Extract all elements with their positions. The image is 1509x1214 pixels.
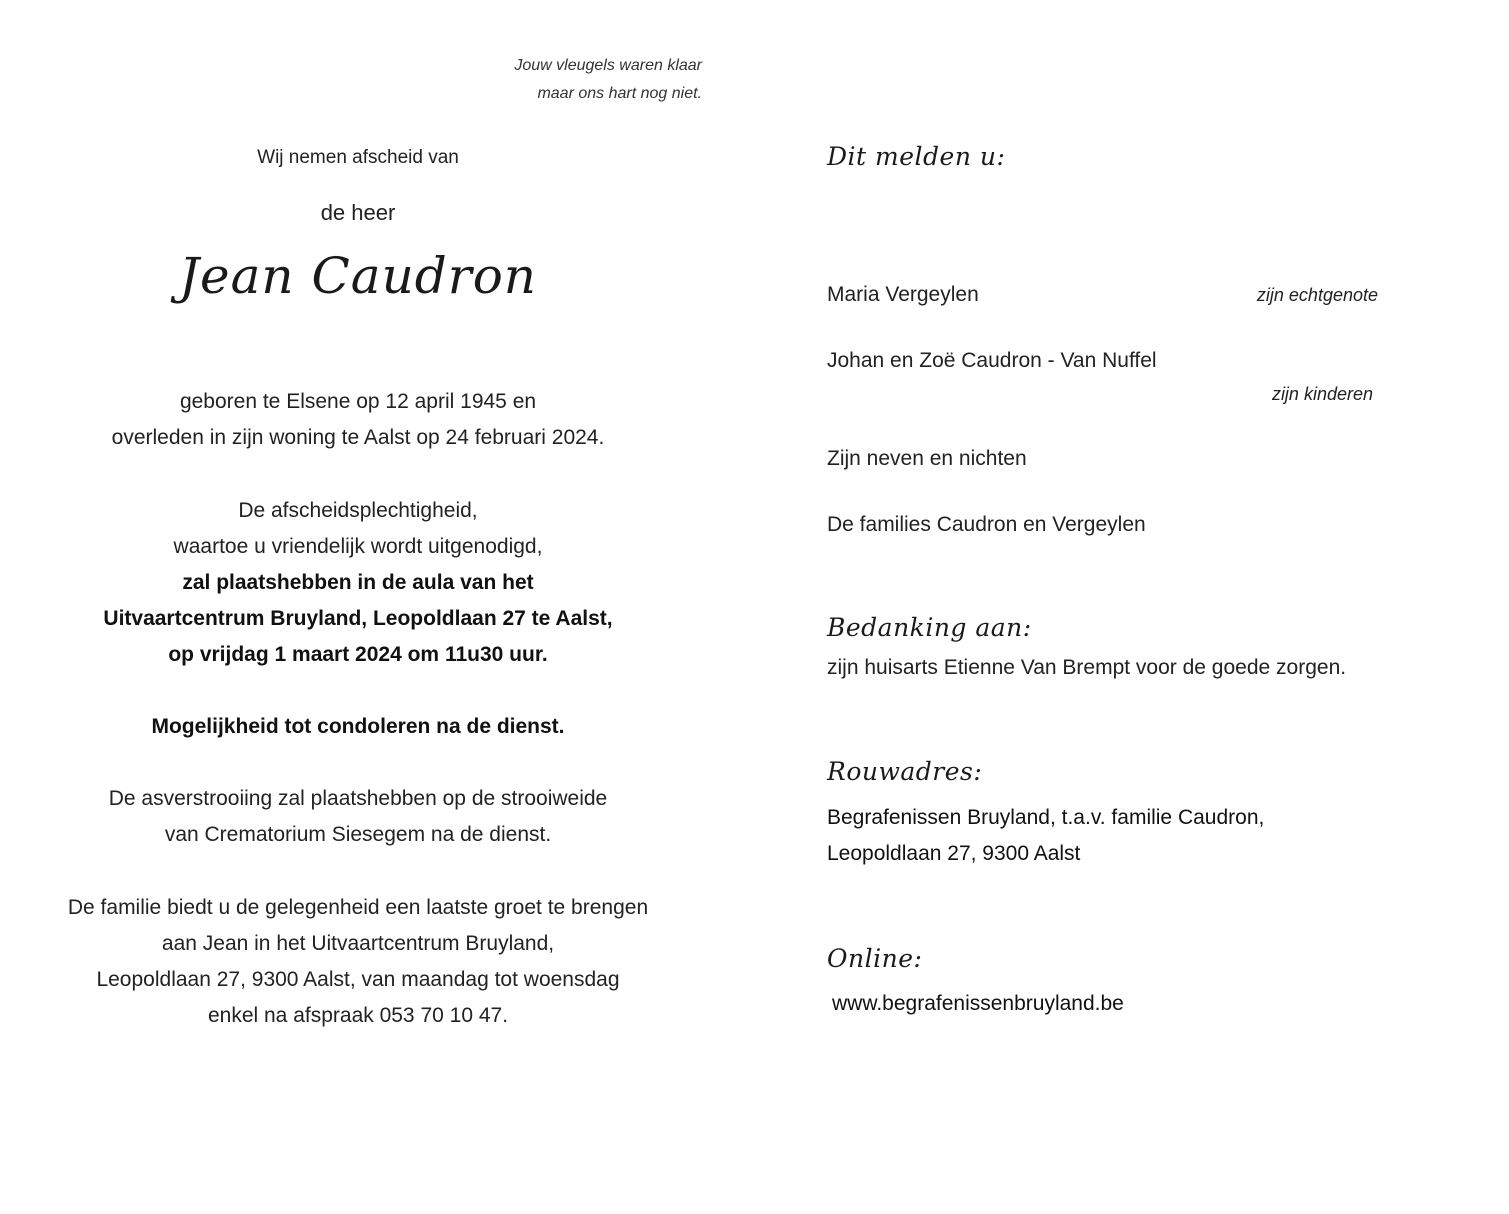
- visit-line-2: aan Jean in het Uitvaartcentrum Bruyland,: [161, 932, 555, 955]
- poem: [514, 52, 702, 108]
- family-member-name: De families Caudron en Vergeylen: [827, 513, 1146, 536]
- ash-line-1: De asverstrooiing zal plaatshebben op de strooiweide: [108, 787, 608, 810]
- poem-line-2: maar ons hart nog niet.: [537, 85, 702, 102]
- visitation-block: [68, 890, 648, 1034]
- ceremony-line-1: De afscheidsplechtigheid,: [238, 499, 478, 522]
- address-heading: Rouwadres:: [827, 757, 983, 786]
- address-line-1: Begrafenissen Bruyland, t.a.v. familie Caudron,: [827, 806, 1265, 829]
- thanks-heading: Bedanking aan:: [827, 613, 1032, 642]
- online-heading: Online:: [827, 944, 923, 973]
- ash-scattering-block: [109, 781, 607, 853]
- deceased-name: Jean Caudron: [178, 247, 538, 305]
- announce-heading: Dit melden u:: [827, 142, 1006, 171]
- thanks-text: zijn huisarts Etienne Van Brempt voor de goede zorgen.: [827, 656, 1347, 679]
- intro-text: Wij nemen afscheid van: [257, 147, 459, 168]
- family-member-name: Johan en Zoë Caudron - Van Nuffel: [827, 349, 1157, 372]
- ash-line-2: van Crematorium Siesegem na de dienst.: [164, 823, 552, 846]
- address-line-2: Leopoldlaan 27, 9300 Aalst: [827, 842, 1081, 865]
- family-member-relation: zijn kinderen: [1271, 384, 1373, 404]
- death-line: overleden in zijn woning te Aalst op 24 februari 2024.: [111, 426, 605, 449]
- website-link[interactable]: www.begrafenissenbruyland.be: [832, 992, 1124, 1015]
- poem-line-1: Jouw vleugels waren klaar: [514, 57, 702, 74]
- birth-line: geboren te Elsene op 12 april 1945 en: [179, 390, 537, 413]
- family-member-relation: zijn echtgenote: [1256, 285, 1378, 305]
- ceremony-line-2: waartoe u vriendelijk wordt uitgenodigd,: [173, 535, 543, 558]
- ceremony-line-3: zal plaatshebben in de aula van het: [182, 571, 534, 594]
- condolence-note: Mogelijkheid tot condoleren na de dienst.: [151, 715, 565, 738]
- ceremony-line-4: Uitvaartcentrum Bruyland, Leopoldlaan 27 te Aalst,: [103, 607, 613, 630]
- ceremony-line-5: op vrijdag 1 maart 2024 om 11u30 uur.: [168, 643, 548, 666]
- ceremony-block: [103, 493, 612, 673]
- family-member-name: Zijn neven en nichten: [827, 447, 1027, 470]
- visit-line-4: enkel na afspraak 053 70 10 47.: [207, 1004, 509, 1027]
- visit-line-3: Leopoldlaan 27, 9300 Aalst, van maandag tot woensdag: [96, 968, 620, 991]
- family-member-name: Maria Vergeylen: [827, 283, 979, 306]
- salutation: de heer: [320, 200, 396, 225]
- birth-death-block: [112, 384, 605, 456]
- visit-line-1: De familie biedt u de gelegenheid een laatste groet te brengen: [67, 896, 649, 919]
